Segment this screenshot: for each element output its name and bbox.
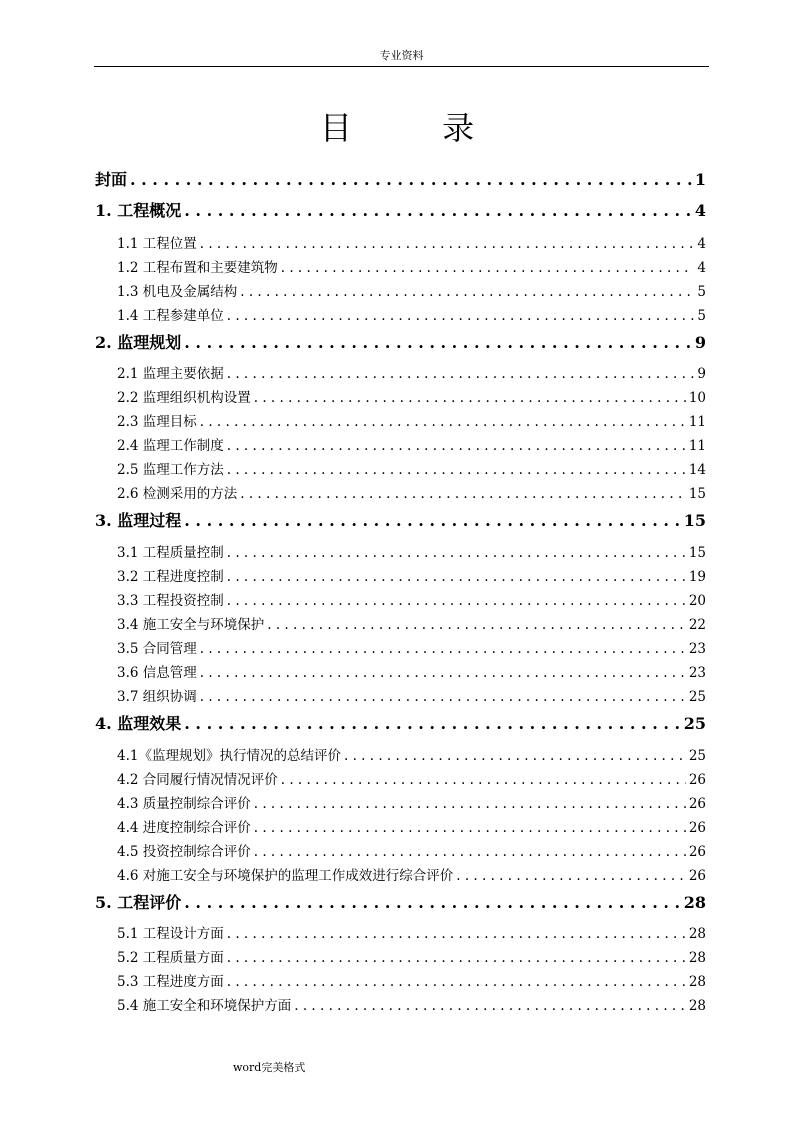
toc-subsection-entry[interactable] (117, 994, 706, 1014)
toc-dot-leader (456, 868, 686, 884)
toc-subsection-entry[interactable] (117, 386, 706, 406)
toc-entry-page-number: 26 (688, 868, 706, 884)
toc-dot-leader (227, 593, 686, 609)
toc-section-entry[interactable] (95, 890, 706, 914)
toc-entry-page-number: 26 (688, 796, 706, 812)
toc-entry-page-number: 14 (688, 462, 706, 478)
toc-entry-page-number: 4 (697, 260, 706, 276)
page-title: 目 录 (319, 109, 515, 147)
toc-section-entry[interactable] (95, 330, 706, 354)
toc-subsection-entry[interactable] (117, 685, 706, 705)
toc-subsection-entry[interactable] (117, 362, 706, 382)
toc-dot-leader (240, 486, 686, 502)
toc-dot-leader (281, 772, 686, 788)
toc-entry-label: 4.6 对施工安全与环境保护的监理工作成效进行综合评价 (117, 868, 454, 884)
toc-dot-leader (281, 260, 695, 276)
toc-entry-page-number: 10 (688, 390, 706, 406)
toc-entry-page-number: 25 (688, 689, 706, 705)
toc-entry-label: 5.4 施工安全和环境保护方面 (117, 998, 292, 1014)
toc-entry-page-number: 15 (688, 486, 706, 502)
toc-section-entry[interactable] (95, 711, 706, 735)
toc-subsection-entry[interactable] (117, 304, 706, 324)
toc-dot-leader (227, 974, 686, 990)
toc-entry-label: 5.1 工程设计方面 (117, 926, 224, 942)
toc-subsection-entry[interactable] (117, 768, 706, 788)
toc-entry-page-number: 28 (688, 950, 706, 966)
toc-dot-leader (267, 617, 686, 633)
toc-subsection-entry[interactable] (117, 922, 706, 942)
toc-entry-page-number: 11 (688, 438, 706, 454)
toc-entry-label: 2.2 监理组织机构设置 (117, 390, 251, 406)
toc-dot-leader (184, 201, 692, 220)
toc-subsection-entry[interactable] (117, 458, 706, 478)
toc-dot-leader (227, 438, 686, 454)
toc-dot-leader (254, 844, 686, 860)
toc-dot-leader (200, 689, 686, 705)
toc-subsection-entry[interactable] (117, 232, 706, 252)
toc-entry-page-number: 19 (688, 569, 706, 585)
toc-dot-leader (184, 714, 680, 733)
toc-dot-leader (254, 796, 686, 812)
toc-entry-label: 3.7 组织协调 (117, 689, 197, 705)
toc-entry-label: 封面 (95, 170, 128, 189)
toc-dot-leader (294, 998, 686, 1014)
toc-dot-leader (227, 462, 686, 478)
toc-entry-label: 3.1 工程质量控制 (117, 545, 224, 561)
toc-subsection-entry[interactable] (117, 661, 706, 681)
toc-dot-leader (227, 569, 686, 585)
toc-subsection-entry[interactable] (117, 744, 706, 764)
toc-subsection-entry[interactable] (117, 565, 706, 585)
toc-dot-leader (200, 665, 686, 681)
toc-dot-leader (200, 236, 695, 252)
toc-dot-leader (240, 284, 694, 300)
toc-entry-page-number: 22 (688, 617, 706, 633)
toc-entry-label: 3.6 信息管理 (117, 665, 197, 681)
toc-entry-label: 2.4 监理工作制度 (117, 438, 224, 454)
toc-entry-label: 2.5 监理工作方法 (117, 462, 224, 478)
toc-subsection-entry[interactable] (117, 280, 706, 300)
toc-section-entry[interactable] (95, 198, 706, 222)
toc-entry-page-number: 11 (688, 414, 706, 430)
toc-entry-label: 1.4 工程参建单位 (117, 308, 224, 324)
toc-dot-leader (184, 893, 680, 912)
toc-subsection-entry[interactable] (117, 792, 706, 812)
toc-entry-page-number: 26 (688, 844, 706, 860)
toc-subsection-entry[interactable] (117, 410, 706, 430)
toc-subsection-entry[interactable] (117, 434, 706, 454)
toc-entry-page-number: 5 (697, 308, 706, 324)
toc-dot-leader (227, 545, 686, 561)
toc-subsection-entry[interactable] (117, 589, 706, 609)
toc-entry-label: 1.3 机电及金属结构 (117, 284, 238, 300)
toc-entry-label: 5.3 工程进度方面 (117, 974, 224, 990)
toc-entry-label: 3.3 工程投资控制 (117, 593, 224, 609)
toc-dot-leader (130, 170, 692, 189)
toc-subsection-entry[interactable] (117, 946, 706, 966)
toc-subsection-entry[interactable] (117, 541, 706, 561)
toc-dot-leader (227, 366, 695, 382)
toc-dot-leader (227, 950, 686, 966)
toc-entry-label: 5. 工程评价 (95, 893, 182, 912)
toc-dot-leader (254, 820, 686, 836)
toc-entry-label: 4.4 进度控制综合评价 (117, 820, 251, 836)
toc-entry-page-number: 28 (688, 998, 706, 1014)
toc-entry-label: 4. 监理效果 (95, 714, 182, 733)
toc-entry-page-number: 20 (688, 593, 706, 609)
toc-subsection-entry[interactable] (117, 613, 706, 633)
toc-entry-page-number: 26 (688, 820, 706, 836)
toc-entry-label: 5.2 工程质量方面 (117, 950, 224, 966)
toc-entry-page-number: 26 (688, 772, 706, 788)
page-header: 专业资料 (379, 49, 424, 62)
toc-dot-leader (227, 308, 695, 324)
toc-entry-label: 4.1《监理规划》执行情况的总结评价 (117, 748, 341, 764)
toc-entry-page-number: 28 (683, 893, 706, 912)
toc-entry-page-number: 25 (688, 748, 706, 764)
toc-entry-page-number: 1 (694, 170, 706, 189)
toc-entry-page-number: 15 (683, 511, 706, 530)
toc-subsection-entry[interactable] (117, 816, 706, 836)
toc-entry-label: 4.2 合同履行情况情况评价 (117, 772, 278, 788)
toc-entry-label: 2.6 检测采用的方法 (117, 486, 238, 502)
toc-section-entry[interactable] (95, 508, 706, 532)
toc-dot-leader (184, 333, 692, 352)
toc-entry-page-number: 9 (697, 366, 706, 382)
toc-entry-label: 3.2 工程进度控制 (117, 569, 224, 585)
toc-dot-leader (184, 511, 680, 530)
toc-entry-label: 1.1 工程位置 (117, 236, 197, 252)
toc-entry-page-number: 4 (697, 236, 706, 252)
toc-entry-label: 4.5 投资控制综合评价 (117, 844, 251, 860)
toc-entry-label: 2.3 监理目标 (117, 414, 197, 430)
toc-entry-page-number: 23 (688, 665, 706, 681)
toc-dot-leader (200, 414, 686, 430)
toc-subsection-entry[interactable] (117, 256, 706, 276)
toc-entry-label: 2. 监理规划 (95, 333, 182, 352)
toc-entry-page-number: 23 (688, 641, 706, 657)
toc-subsection-entry[interactable] (117, 970, 706, 990)
toc-entry-page-number: 4 (694, 201, 706, 220)
toc-entry-page-number: 9 (694, 333, 706, 352)
toc-dot-leader (344, 748, 686, 764)
toc-dot-leader (227, 926, 686, 942)
toc-dot-leader (200, 641, 686, 657)
toc-entry-label: 1.2 工程布置和主要建筑物 (117, 260, 278, 276)
toc-entry-page-number: 5 (697, 284, 706, 300)
toc-entry-label: 2.1 监理主要依据 (117, 366, 224, 382)
toc-entry-label: 4.3 质量控制综合评价 (117, 796, 251, 812)
toc-section-entry[interactable] (95, 167, 706, 191)
toc-entry-page-number: 15 (688, 545, 706, 561)
toc-entry-page-number: 25 (683, 714, 706, 733)
page-footer: word完美格式 (233, 1061, 306, 1074)
toc-entry-label: 3. 监理过程 (95, 511, 182, 530)
toc-subsection-entry[interactable] (117, 637, 706, 657)
toc-subsection-entry[interactable] (117, 840, 706, 860)
toc-entry-label: 3.5 合同管理 (117, 641, 197, 657)
toc-entry-page-number: 28 (688, 974, 706, 990)
toc-entry-label: 3.4 施工安全与环境保护 (117, 617, 265, 633)
toc-subsection-entry[interactable] (117, 864, 706, 884)
toc-entry-label: 1. 工程概况 (95, 201, 182, 220)
toc-dot-leader (254, 390, 686, 406)
toc-entry-page-number: 28 (688, 926, 706, 942)
toc-subsection-entry[interactable] (117, 482, 706, 502)
